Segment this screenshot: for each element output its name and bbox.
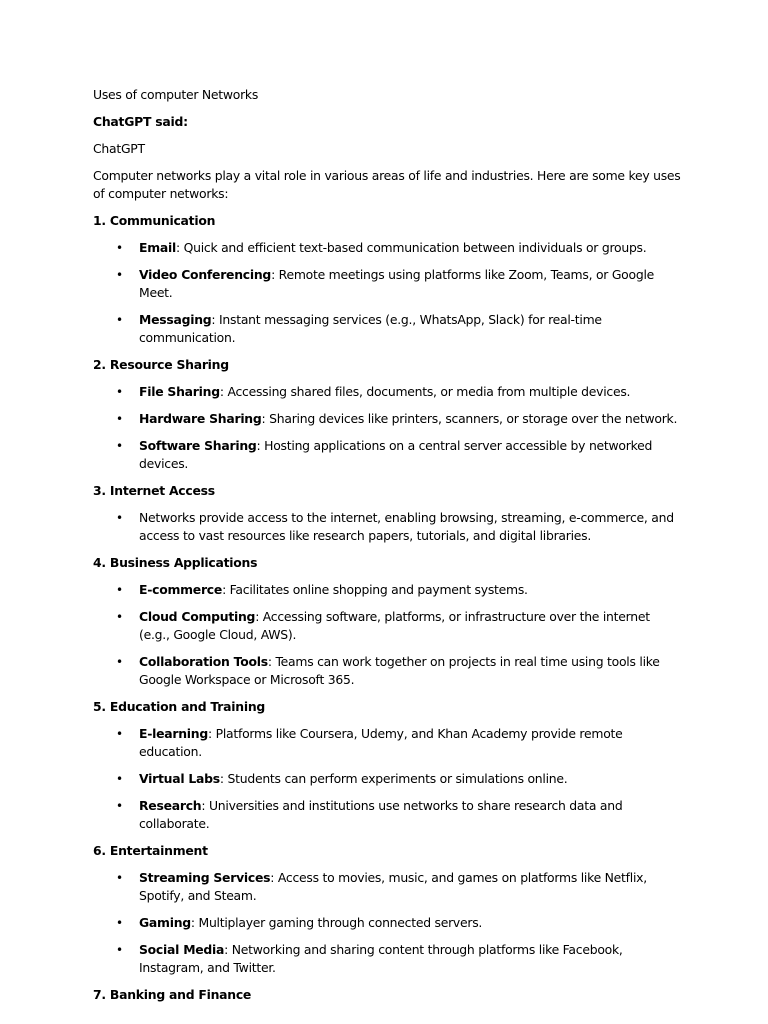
list-item bbox=[93, 770, 693, 788]
list-item-text: : Facilitates online shopping and payment systems. bbox=[222, 582, 528, 597]
bullet-icon: • bbox=[116, 799, 123, 813]
list-item bbox=[93, 653, 693, 689]
list-item-term: Collaboration Tools bbox=[139, 654, 268, 669]
list-item bbox=[93, 581, 693, 599]
bullet-icon: • bbox=[116, 943, 123, 957]
section-heading: 1. Communication bbox=[93, 213, 216, 228]
list-item-term: E-learning bbox=[139, 726, 208, 741]
bullet-icon: • bbox=[116, 313, 123, 327]
section-heading: 5. Education and Training bbox=[93, 699, 266, 714]
list-item-text: : Networking and sharing content through platforms like Facebook, Instagram, and Twitter. bbox=[139, 942, 623, 975]
list-item-text: : Access to movies, music, and games on platforms like Netflix, Spotify, and Steam. bbox=[139, 870, 647, 903]
section-heading: 7. Banking and Finance bbox=[93, 987, 252, 1002]
bullet-icon: • bbox=[116, 916, 123, 930]
list-item bbox=[93, 725, 693, 761]
list-item bbox=[93, 941, 693, 977]
section-heading: 3. Internet Access bbox=[93, 483, 215, 498]
list-item-term: Research bbox=[139, 798, 202, 813]
document-page bbox=[93, 86, 693, 1013]
list-item-text: : Universities and institutions use networks to share research data and collaborate. bbox=[139, 798, 623, 831]
list-item bbox=[93, 509, 693, 545]
bullet-icon: • bbox=[116, 583, 123, 597]
list-item bbox=[93, 383, 693, 401]
list-item bbox=[93, 410, 693, 428]
section-heading: 4. Business Applications bbox=[93, 555, 258, 570]
bullet-list bbox=[93, 239, 693, 347]
list-item-term: Software Sharing bbox=[139, 438, 257, 453]
bullet-icon: • bbox=[116, 268, 123, 282]
list-item bbox=[93, 797, 693, 833]
speaker-label: ChatGPT said: bbox=[93, 114, 188, 129]
list-item-term: Cloud Computing bbox=[139, 609, 256, 624]
list-item-text: : Students can perform experiments or simulations online. bbox=[219, 771, 568, 786]
list-item-text: : Teams can work together on projects in real time using tools like Google Workspace or Microsoft 365. bbox=[139, 654, 660, 687]
bullet-icon: • bbox=[116, 727, 123, 741]
list-item-term: File Sharing bbox=[139, 384, 220, 399]
list-item-text: : Accessing shared files, documents, or media from multiple devices. bbox=[219, 384, 631, 399]
section-heading: 2. Resource Sharing bbox=[93, 357, 229, 372]
sections-container bbox=[93, 212, 693, 1004]
bullet-icon: • bbox=[116, 871, 123, 885]
list-item-term: Email bbox=[139, 240, 176, 255]
list-item-text: : Remote meetings using platforms like Zoom, Teams, or Google Meet. bbox=[139, 267, 655, 300]
bullet-icon: • bbox=[116, 772, 123, 786]
intro-paragraph: Computer networks play a vital role in various areas of life and industries. Here are some key uses of computer networks: bbox=[93, 168, 681, 201]
list-item-term: Video Conferencing bbox=[139, 267, 272, 282]
list-item bbox=[93, 266, 693, 302]
list-item bbox=[93, 239, 693, 257]
list-item-text: Networks provide access to the internet, enabling browsing, streaming, e-commerce, and access to vast resources like research papers, tutorials, and digital libraries. bbox=[139, 510, 674, 543]
list-item-text: : Platforms like Coursera, Udemy, and Khan Academy provide remote education. bbox=[139, 726, 623, 759]
bullet-list bbox=[93, 509, 693, 545]
list-item-text: : Hosting applications on a central server accessible by networked devices. bbox=[139, 438, 653, 471]
bullet-icon: • bbox=[116, 241, 123, 255]
speaker-name: ChatGPT bbox=[93, 141, 145, 156]
list-item-term: Streaming Services bbox=[139, 870, 271, 885]
bullet-list bbox=[93, 383, 693, 473]
bullet-icon: • bbox=[116, 439, 123, 453]
list-item-text: : Quick and efficient text-based communication between individuals or groups. bbox=[175, 240, 647, 255]
bullet-list bbox=[93, 581, 693, 689]
document-title: Uses of computer Networks bbox=[93, 87, 259, 102]
bullet-list bbox=[93, 725, 693, 833]
bullet-icon: • bbox=[116, 412, 123, 426]
list-item bbox=[93, 869, 693, 905]
bullet-icon: • bbox=[116, 655, 123, 669]
list-item bbox=[93, 311, 693, 347]
bullet-icon: • bbox=[116, 385, 123, 399]
list-item-term: Hardware Sharing bbox=[139, 411, 262, 426]
list-item-term: Messaging bbox=[139, 312, 212, 327]
list-item-text: : Multiplayer gaming through connected servers. bbox=[190, 915, 483, 930]
list-item-term: Social Media bbox=[139, 942, 225, 957]
list-item-term: Gaming bbox=[139, 915, 191, 930]
list-item-term: E-commerce bbox=[139, 582, 223, 597]
bullet-icon: • bbox=[116, 511, 123, 525]
list-item-term: Virtual Labs bbox=[139, 771, 220, 786]
list-item bbox=[93, 608, 693, 644]
bullet-icon: • bbox=[116, 610, 123, 624]
list-item-text: : Sharing devices like printers, scanners, or storage over the network. bbox=[261, 411, 678, 426]
list-item-text: : Accessing software, platforms, or infrastructure over the internet (e.g., Google Cloud, AWS). bbox=[139, 609, 650, 642]
list-item bbox=[93, 437, 693, 473]
list-item-text: : Instant messaging services (e.g., WhatsApp, Slack) for real-time communication. bbox=[139, 312, 602, 345]
bullet-list bbox=[93, 869, 693, 977]
list-item bbox=[93, 914, 693, 932]
section-heading: 6. Entertainment bbox=[93, 843, 208, 858]
